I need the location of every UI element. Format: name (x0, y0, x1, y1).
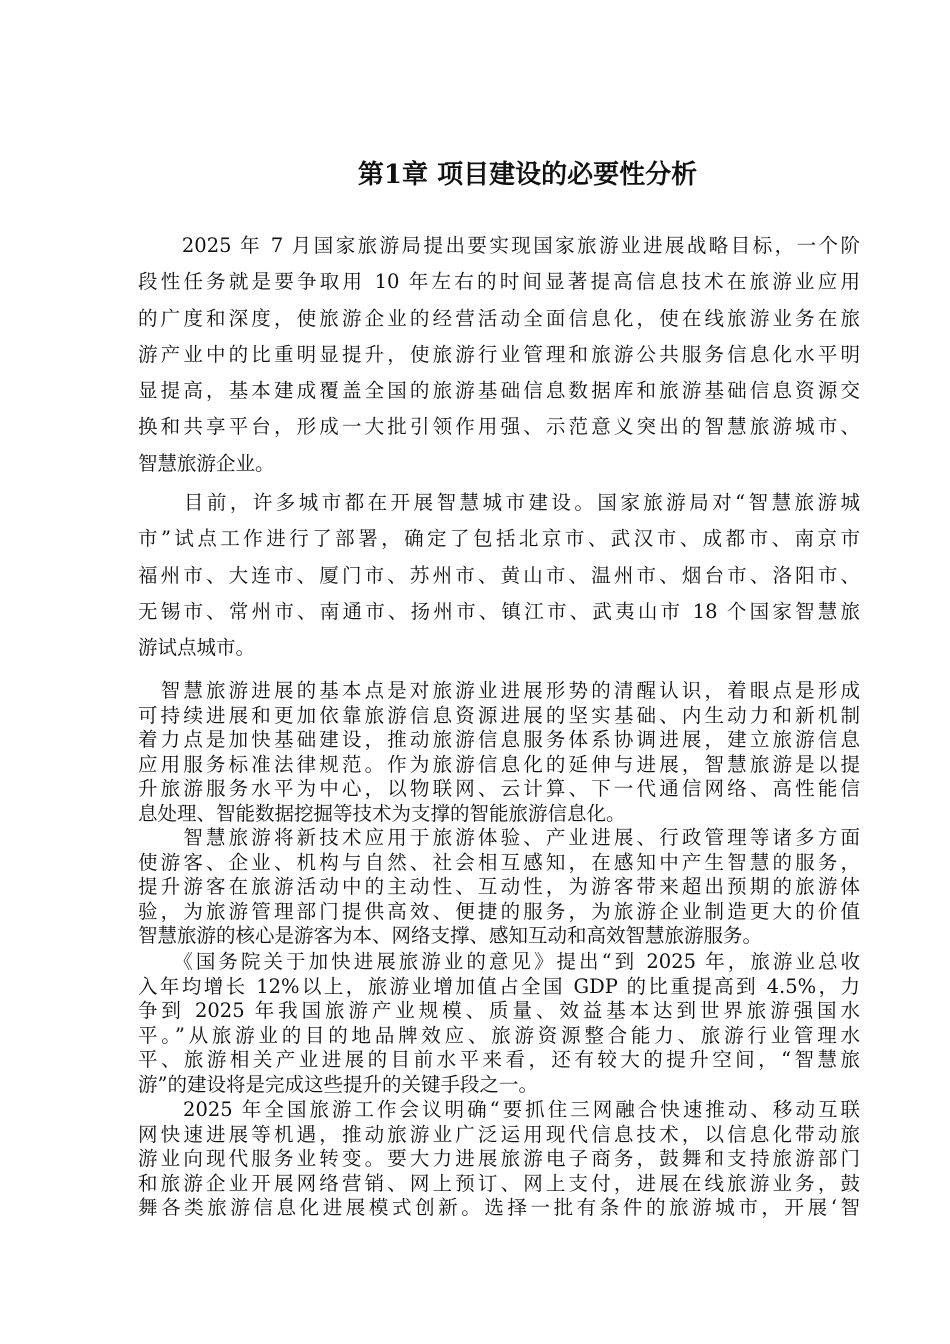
paragraph-line: 可持续进展和更加依靠旅游信息资源进展的坚实基础、内生动力和新机制 (138, 703, 860, 727)
paragraph-3 (138, 679, 860, 827)
paragraph-line: 市”试点工作进行了部署，确定了包括北京市、武汉市、成都市、南京市 (138, 527, 860, 551)
paragraph-line: 《国务院关于加快进展旅游业的意见》提出“到 2025 年，旅游业总收 (138, 950, 860, 973)
paragraph-5 (138, 950, 860, 1098)
paragraph-4 (138, 826, 860, 949)
paragraph-line: 智慧旅游进展的基本点是对旅游业进展形势的清醒认识，着眼点是形成 (138, 679, 860, 702)
paragraph-line: 2025 年 7 月国家旅游局提出要实现国家旅游业进展战略目标，一个阶 (138, 234, 860, 257)
paragraph-line: 2025 年全国旅游工作会议明确“要抓住三网融合快速推动、移动互联 (138, 1098, 860, 1121)
paragraph-line: 显提高，基本建成覆盖全国的旅游基础信息数据库和旅游基础信息资源交 (138, 379, 860, 403)
paragraph-line: 使游客、企业、机构与自然、社会相互感知，在感知中产生智慧的服务， (138, 850, 860, 874)
paragraph-line: 游业向现代服务业转变。要大力进展旅游电子商务，鼓舞和支持旅游部门 (138, 1147, 860, 1171)
paragraph-line: 智慧旅游的核心是游客为本、网络支撑、感知互动和高效智慧旅游服务。 (138, 924, 763, 948)
paragraph-line: 验，为旅游管理部门提供高效、便捷的服务，为旅游企业制造更大的价值 (138, 899, 860, 923)
paragraph-1 (138, 228, 860, 482)
paragraph-line: 提升游客在旅游活动中的主动性、互动性，为游客带来超出预期的旅游体 (138, 875, 860, 899)
paragraph-line: 福州市、大连市、厦门市、苏州市、黄山市、温州市、烟台市、洛阳市、 (138, 563, 860, 587)
paragraph-line: 换和共享平台，形成一大批引领作用强、示范意义突出的智慧旅游城市、 (138, 415, 860, 439)
paragraph-line: 目前，许多城市都在开展智慧城市建设。国家旅游局对“智慧旅游城 (138, 491, 860, 514)
paragraph-line: 平。”从旅游业的目的地品牌效应、旅游资源整合能力、旅游行业管理水 (138, 1023, 860, 1047)
paragraph-line: 应用服务标准法律规范。作为旅游信息化的延伸与进展，智慧旅游是以提 (138, 752, 860, 776)
paragraph-line: 智慧旅游将新技术应用于旅游体验、产业进展、行政管理等诸多方面 (138, 826, 860, 849)
paragraph-line: 段性任务就是要争取用 10 年左右的时间显著提高信息技术在旅游业应用 (138, 270, 860, 294)
paragraph-line: 游试点城市。 (138, 636, 256, 660)
chapter-title-text: 第1章 项目建设的必要性分析 (357, 160, 698, 190)
paragraph-line: 无锡市、常州市、南通市、扬州市、镇江市、武夷山市 18 个国家智慧旅 (138, 599, 860, 623)
chapter-title (0, 150, 950, 200)
paragraph-line: 平、旅游相关产业进展的目前水平来看，还有较大的提升空间，“智慧旅 (138, 1048, 860, 1072)
paragraph-6 (138, 1098, 860, 1221)
paragraph-line: 升旅游服务水平为中心，以物联网、云计算、下一代通信网络、高性能信 (138, 777, 860, 801)
paragraph-line: 息处理、智能数据挖掘等技术为支撑的智能旅游信息化。 (138, 801, 626, 825)
paragraph-line: 争到 2025 年我国旅游产业规模、质量、效益基本达到世界旅游强国水 (138, 999, 860, 1023)
paragraph-line: 舞各类旅游信息化进展模式创新。选择一批有条件的旅游城市，开展‘智 (138, 1196, 860, 1220)
paragraph-line: 游”的建设将是完成这些提升的关键手段之一。 (138, 1072, 538, 1096)
paragraph-2 (138, 485, 860, 666)
paragraph-line: 网快速进展等机遇，推动旅游业广泛运用现代信息技术，以信息化带动旅 (138, 1122, 860, 1146)
paragraph-line: 和旅游企业开展网络营销、网上预订、网上支付，进展在线旅游业务，鼓 (138, 1171, 860, 1195)
paragraph-line: 入年均增长 12%以上，旅游业增加值占全国 GDP 的比重提高到 4.5%，力 (138, 974, 860, 998)
paragraph-line: 游产业中的比重明显提升，使旅游行业管理和旅游公共服务信息化水平明 (138, 342, 860, 366)
paragraph-line: 着力点是加快基础建设，推动旅游信息服务体系协调进展，建立旅游信息 (138, 728, 860, 752)
paragraph-line: 的广度和深度，使旅游企业的经营活动全面信息化，使在线旅游业务在旅 (138, 306, 860, 330)
paragraph-line: 智慧旅游企业。 (138, 451, 275, 475)
